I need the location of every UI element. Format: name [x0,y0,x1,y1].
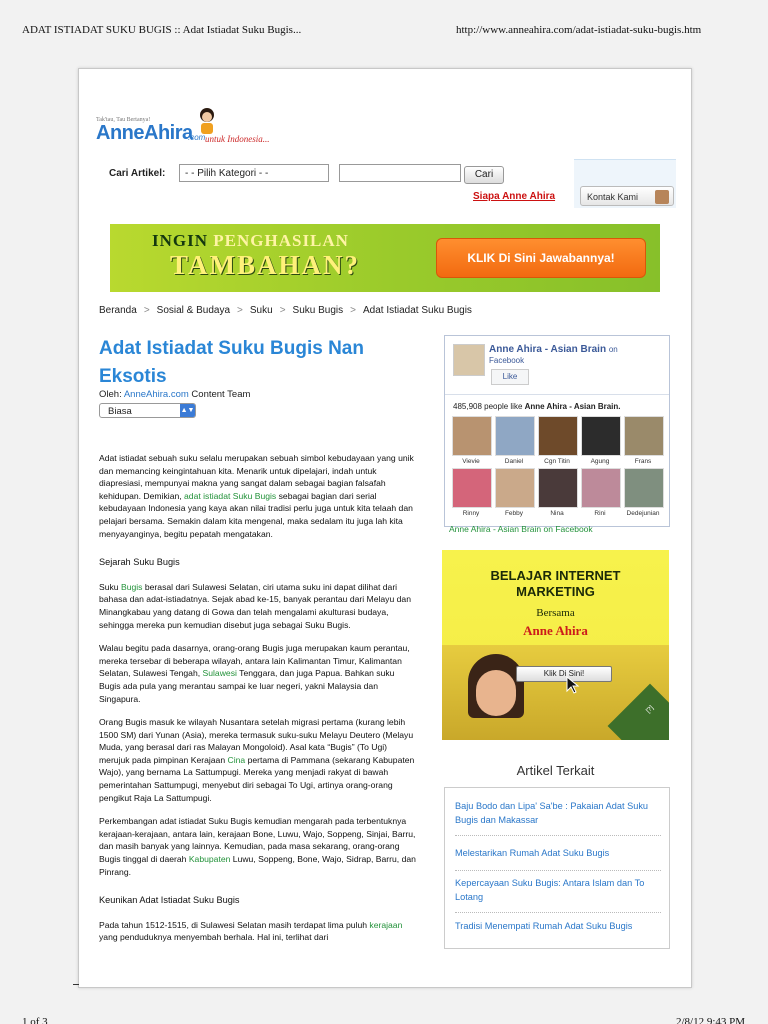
fb-fan-avatar [452,416,492,456]
search-input[interactable] [339,164,461,182]
text: Luwu, Soppeng, Bone, Wajo, Sidrap, Barru, dan Pinrang. [99,854,416,877]
fb-fan-avatar [538,416,578,456]
divider [455,835,661,836]
fb-fan-avatar [538,468,578,508]
fb-fan-name: Daniel [504,458,524,465]
paragraph [99,919,416,944]
breadcrumb-item[interactable]: Suku [249,305,273,316]
breadcrumb-current: Adat Istiadat Suku Bugis [362,305,472,316]
banner-line2: TAMBAHAN? [170,250,360,280]
inline-link[interactable]: Cina [227,754,246,765]
fb-like-button[interactable]: Like [491,369,529,385]
logo[interactable] [96,107,296,157]
section-heading: Sejarah Suku Bugis [99,557,180,568]
fb-fan-avatar [624,468,664,508]
text: Adat istiadat sebuah suku selalu merupakan sebuah simbol kebudayaan yang unik dan memancing keingintahuan kita. Menarik untuk dipelajari, indah untuk diapresiasi, mempunyai makna yang sangat dalam sebagai bagian falsafah kehidupan. Demikian, [99,453,414,501]
fb-fan-avatar [624,416,664,456]
fb-count-prefix: 485,908 people like [453,402,525,411]
fb-fan-name: Cgn Titin [544,458,570,465]
logo-tagline: Tak'tau, Tau Bertanya! [96,117,151,123]
income-banner-ad[interactable] [110,224,660,292]
fb-fan-name: Febby [504,510,524,517]
fb-fan-avatar [495,416,535,456]
fb-page-name-text: Anne Ahira - Asian Brain [489,344,607,355]
fb-fan[interactable] [494,468,534,517]
select-arrows-icon: ▲▼ [180,404,195,417]
ad2-person-face [476,670,516,716]
internet-marketing-ad[interactable] [442,550,669,740]
fb-fan[interactable] [623,468,663,517]
print-header [0,0,768,50]
related-articles-list [444,787,670,949]
fb-fan-name: Vievie [462,458,480,465]
section-heading: Keunikan Adat Istiadat Suku Bugis [99,895,240,906]
fb-fan[interactable] [537,416,577,465]
fb-fan[interactable] [451,416,491,465]
byline-suffix: Content Team [188,389,251,400]
ad2-line4: Anne Ahira [523,623,588,638]
fb-page-avatar[interactable] [453,344,485,376]
text: pertama di Pammana (sekarang Kabupaten Wajo), yang bernama La Sattumpugi. Mereka yang menjadi rakyat di bawah pemerintahan Sattumpugi, menyebut diri sebagai To Ugi, artinya orang-orang pengikut Raja La Sattumpugi. [99,754,415,803]
fb-footer-link[interactable]: Anne Ahira - Asian Brain on Facebook [449,524,593,534]
fb-header [445,336,669,395]
banner-cta-button[interactable]: KLIK Di Sini Jawabannya! [436,238,646,278]
ad2-line1: BELAJAR INTERNET [490,568,621,583]
fb-fan-avatar [495,468,535,508]
fb-fan[interactable] [451,468,491,517]
mascot-icon [196,107,218,135]
logo-com: .com [188,133,206,142]
ad2-corner-text: [?] [644,704,656,715]
fb-fan-name: Rinny [462,510,480,517]
inline-link[interactable]: adat istiadat Suku Bugis [184,490,277,501]
fb-fan-name: Nina [550,510,564,517]
rating-select[interactable] [99,403,196,418]
ad2-click-button[interactable]: Klik Di Sini! [516,666,612,682]
logo-brand: AnneAhira [96,122,193,144]
page-frame [78,68,692,988]
text: Tenggara, dan juga Papua. Bahkan suku Bugis ada pula yang merantau sampai ke luar negeri, yakni Malaysia dan Singapura. [99,668,395,704]
article-body [99,452,416,955]
contact-avatar-icon [655,190,669,204]
related-articles-title: Artikel Terkait [516,763,595,778]
fb-fan-avatar [581,416,621,456]
logo-motto: untuk Indonesia... [205,134,270,144]
byline-prefix: Oleh: [99,389,124,400]
print-footer [0,1008,768,1024]
crop-mark [73,984,79,985]
text: berasal dari Sulawesi Selatan, ciri utama suku ini dapat dilihat dari bahasa dan adat-istiadatnya. Sejak abad ke-15, banyak perantau dari Melayu dan Minangkabau yang datang di Gowa dan telah mengalami akulturasi budaya, sehingga mereka pun kemudian disebut juga sebagai Suku Bugis. [99,581,411,630]
ad2-line2: MARKETING [516,584,595,599]
related-article-link[interactable]: Kepercayaan Suku Bugis: Antara Islam dan To Lotang [455,878,645,902]
breadcrumb-item[interactable]: Beranda [99,305,137,316]
related-article-link[interactable]: Melestarikan Rumah Adat Suku Bugis [455,848,610,858]
text: Suku [99,581,121,592]
inline-link[interactable]: Sulawesi [202,668,237,679]
fb-fan[interactable] [580,416,620,465]
breadcrumb [99,305,472,316]
breadcrumb-item[interactable]: Sosial & Budaya [156,305,231,316]
fb-page-name[interactable] [489,344,618,355]
breadcrumb-item[interactable]: Suku Bugis [292,305,344,316]
ad2-line3: Bersama [536,607,575,619]
related-article-link[interactable]: Tradisi Menempati Rumah Adat Suku Bugis [455,921,633,931]
fb-fan-name: Frans [634,458,652,465]
text: Orang Bugis masuk ke wilayah Nusantara setelah migrasi pertama (kurang lebih 1500 SM) dari Yunan (Asia), mereka termasuk suku-suku Melayu Deutero (Melayu Muda, yang berasal dari ras Malayan Mongoloid). Asal kata “Bugis” (To Ugi) merujuk pada pimpinan Kerajaan [99,717,414,765]
byline [99,389,250,400]
fb-fan[interactable] [580,468,620,517]
fb-fan-name: Rini [594,510,606,517]
text: Pada tahun 1512-1515, di Sulawesi Selatan masih terdapat lima puluh [99,919,370,930]
paragraph [99,452,416,540]
text: sebagai bagian dari serial kebudayaan Indonesia yang kaya akan nilai tradisi perlu juga untuk kita telaah dan pelajari bersama. Semakin dalam kita mengenal, maka sedalam itu juga lah kita menyayanginya, begitu pepatah mengatakan. [99,490,413,539]
fb-like-count [453,402,621,411]
fb-fan-avatar [452,468,492,508]
search-button[interactable]: Cari [464,166,504,184]
paragraph [99,716,416,804]
fb-fan[interactable] [494,416,534,465]
fb-fan-name: Agung [590,458,610,465]
banner-line1 [152,231,349,251]
text: yang penduduknya menyembah berhala. Hal ini, terlihat dari [99,932,329,943]
inline-link[interactable]: kerajaan [369,919,403,930]
facebook-like-box [444,335,670,527]
banner-line1-a: INGIN [152,231,214,250]
related-article-link[interactable]: Baju Bodo dan Lipa' Sa'be : Pakaian Adat Suku Bugis dan Makassar [455,801,649,825]
fb-facebook-label: Facebook [489,356,525,365]
print-page-number: 1 of 3 [22,1016,48,1024]
print-header-title: ADAT ISTIADAT SUKU BUGIS :: Adat Istiadat Suku Bugis... [22,24,302,36]
breadcrumb-separator-icon: > [143,305,150,316]
paragraph [99,815,416,878]
text: Perkembangan adat istiadat Suku Bugis kemudian mengarah pada terbentuknya kerajaan-kerajaan, antara lain, kerajaan Bone, Luwu, Wajo, Soppeng, Sinjai, Barru, dan masih banyak yang lainnya. Kemudian, pada masa sekarang, orang-orang Bugis tinggal di daerah [99,816,416,865]
paragraph [99,581,416,631]
fb-count-name: Anne Ahira - Asian Brain. [524,402,621,411]
fb-on-text: on [608,345,618,354]
fb-fan[interactable] [623,416,663,465]
rating-select-value: Biasa [108,406,132,417]
fb-fan-name: Dedejunian [626,510,660,517]
paragraph [99,642,416,705]
breadcrumb-separator-icon: > [237,305,243,316]
article-title: Adat Istiadat Suku Bugis Nan Eksotis [99,338,364,387]
banner-line1-b: PENGHASILAN [213,231,349,250]
breadcrumb-separator-icon: > [350,305,356,316]
author-link[interactable]: AnneAhira.com [123,389,189,400]
inline-link[interactable]: Kabupaten [188,854,231,865]
print-timestamp: 2/8/12 9:43 PM [676,1016,746,1024]
text: Walau begitu pada dasarnya, orang-orang Bugis juga merupakan kaum perantau, mereka tersebar di beberapa wilayah, antara lain Kalimantan Timur, Kalimantan Selatan, Sulawesi Tengah, [99,643,410,679]
fb-fan-avatar [581,468,621,508]
print-header-url: http://www.anneahira.com/adat-istiadat-suku-bugis.htm [456,24,702,36]
cursor-icon [566,676,580,694]
divider [455,912,661,913]
contact-button[interactable] [580,186,674,206]
inline-link[interactable]: Bugis [120,581,143,592]
breadcrumb-separator-icon: > [279,305,286,316]
contact-button-label: Kontak Kami [587,192,639,202]
search-label: Cari Artikel: [109,168,166,179]
about-link[interactable]: Siapa Anne Ahira [473,191,556,202]
fb-fan[interactable] [537,468,577,517]
divider [455,870,661,871]
category-select[interactable]: - - Pilih Kategori - - [179,164,329,182]
